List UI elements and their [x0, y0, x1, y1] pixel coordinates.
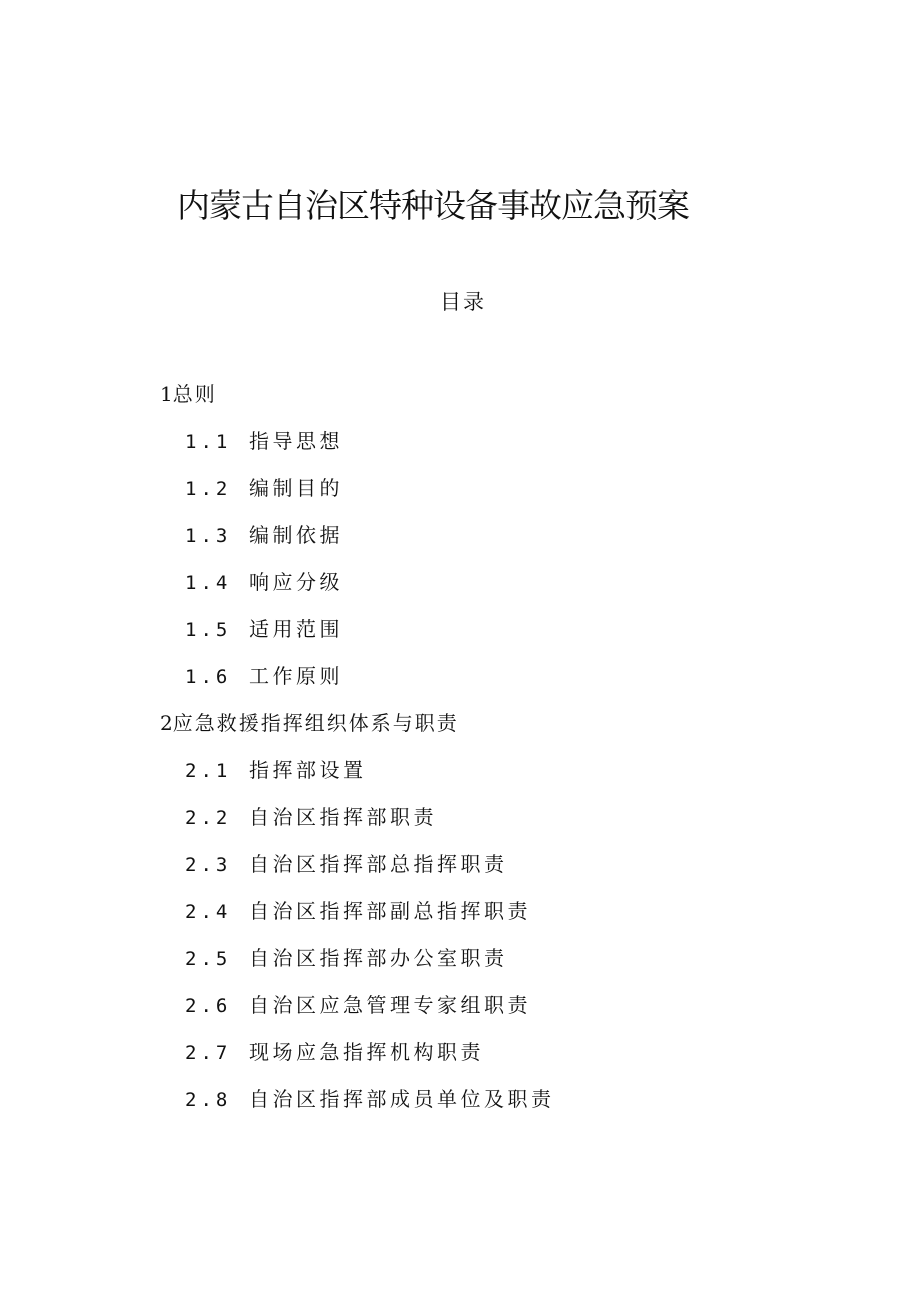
- toc-item-number: 2.8: [185, 1089, 232, 1111]
- toc-item-number: 2.4: [185, 901, 232, 923]
- toc-item-1-6[interactable]: [185, 661, 343, 692]
- toc-item-2-6[interactable]: [185, 990, 531, 1021]
- toc-item-2-5[interactable]: [185, 943, 508, 974]
- toc-item-1-4[interactable]: [185, 567, 343, 598]
- toc-section-number: 1: [160, 382, 173, 406]
- toc-section-number: 2: [160, 711, 173, 735]
- toc-item-2-8[interactable]: [185, 1084, 555, 1115]
- toc-item-title: 自治区指挥部办公室职责: [249, 946, 508, 970]
- toc-item-title: 自治区应急管理专家组职责: [249, 993, 531, 1017]
- toc-item-number: 1.6: [185, 666, 232, 688]
- toc-item-number: 2.2: [185, 807, 232, 829]
- toc-item-title: 编制依据: [249, 523, 343, 547]
- toc-item-1-5[interactable]: [185, 614, 343, 645]
- toc-item-title: 自治区指挥部副总指挥职责: [249, 899, 531, 923]
- toc-section-2[interactable]: [160, 708, 459, 738]
- toc-item-number: 1.3: [185, 525, 232, 547]
- toc-item-number: 2.3: [185, 854, 232, 876]
- toc-item-title: 自治区指挥部总指挥职责: [249, 852, 508, 876]
- toc-item-number: 1.4: [185, 572, 232, 594]
- toc-item-number: 2.5: [185, 948, 232, 970]
- document-title: 内蒙古自治区特种设备事故应急预案: [177, 186, 689, 225]
- toc-item-title: 响应分级: [249, 570, 343, 594]
- toc-item-2-4[interactable]: [185, 896, 531, 927]
- toc-item-title: 现场应急指挥机构职责: [249, 1040, 484, 1064]
- toc-item-2-3[interactable]: [185, 849, 508, 880]
- toc-item-1-3[interactable]: [185, 520, 343, 551]
- toc-item-title: 自治区指挥部职责: [249, 805, 437, 829]
- toc-section-title: 应急救援指挥组织体系与职责: [172, 711, 459, 735]
- toc-item-2-1[interactable]: [185, 755, 367, 786]
- toc-item-number: 1.2: [185, 478, 232, 500]
- toc-item-2-2[interactable]: [185, 802, 437, 833]
- toc-item-number: 2.1: [185, 760, 232, 782]
- toc-section-title: 总则: [172, 382, 217, 406]
- toc-item-number: 1.5: [185, 619, 232, 641]
- toc-item-2-7[interactable]: [185, 1037, 484, 1068]
- toc-section-1[interactable]: [160, 379, 217, 409]
- toc-item-title: 指导思想: [249, 429, 343, 453]
- toc-heading: 目录: [440, 290, 486, 314]
- toc-item-number: 2.7: [185, 1042, 232, 1064]
- toc-item-title: 指挥部设置: [249, 758, 367, 782]
- toc-item-title: 工作原则: [249, 664, 343, 688]
- toc-item-1-2[interactable]: [185, 473, 343, 504]
- toc-item-number: 1.1: [185, 431, 232, 453]
- toc-item-title: 编制目的: [249, 476, 343, 500]
- toc-item-number: 2.6: [185, 995, 232, 1017]
- toc-item-title: 适用范围: [249, 617, 343, 641]
- toc-item-1-1[interactable]: [185, 426, 343, 457]
- toc-item-title: 自治区指挥部成员单位及职责: [249, 1087, 555, 1111]
